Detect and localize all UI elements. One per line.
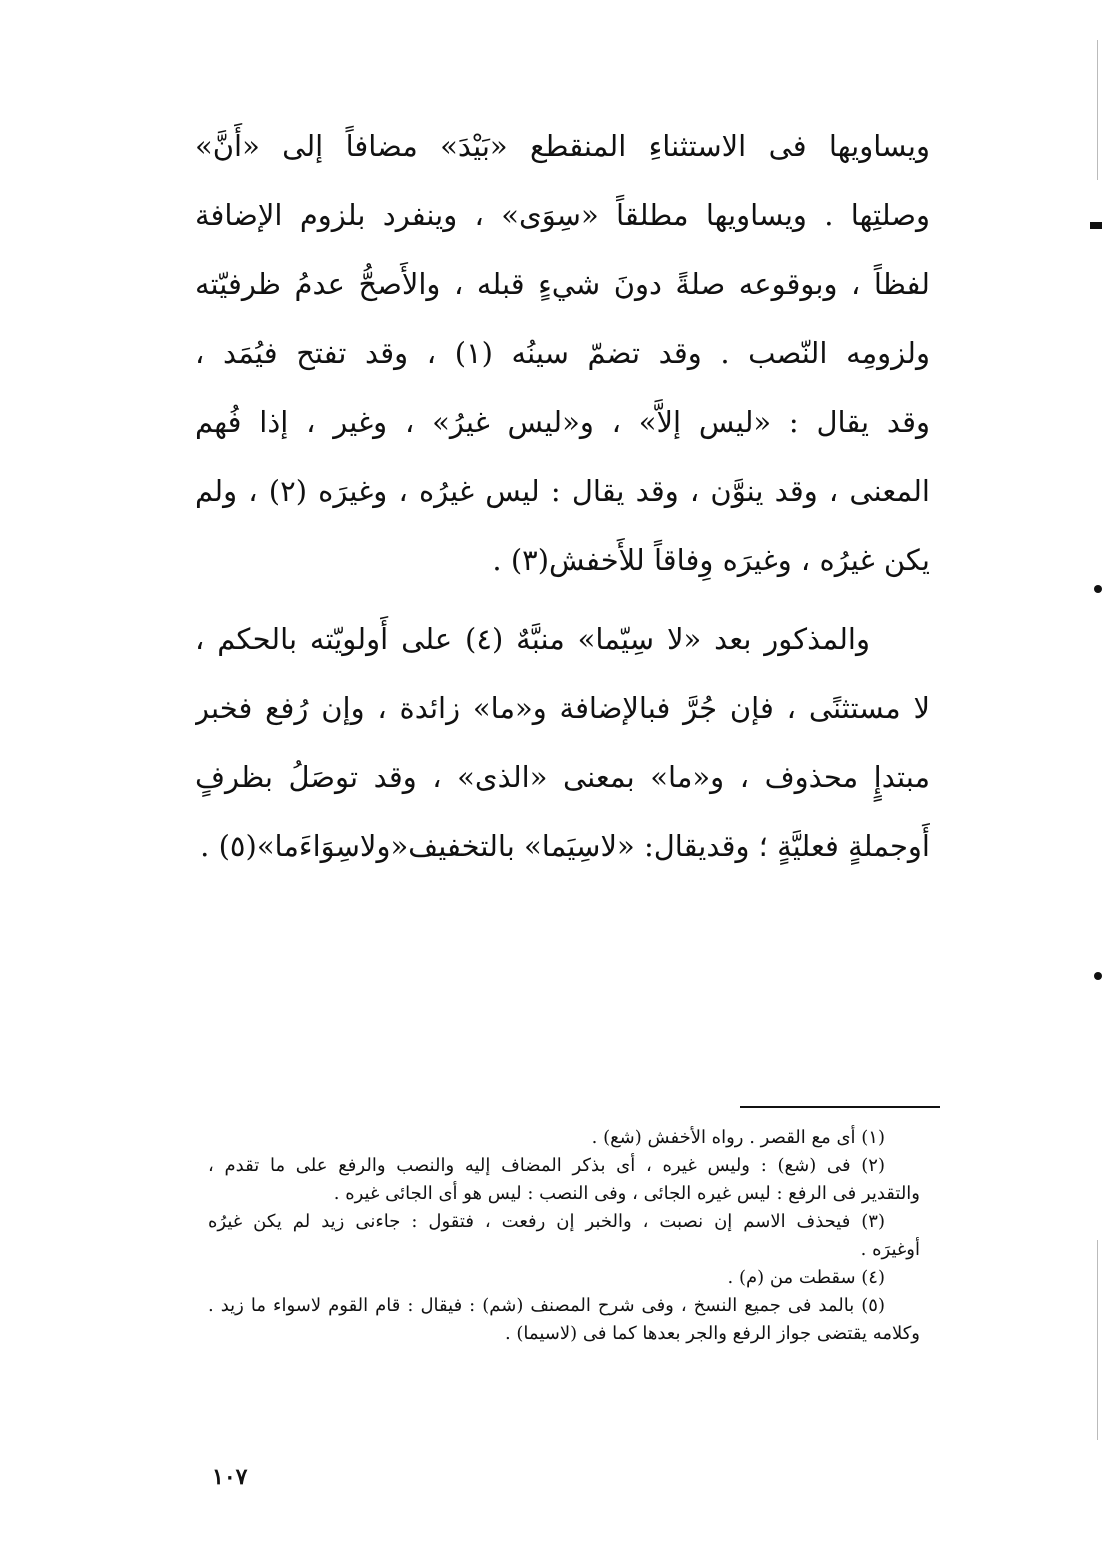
text-line: لا مستثنًى ، فإن جُرَّ فبالإضافة و«ما» زائدة ، وإن رُفع فخبر [195, 691, 930, 725]
footnote-line: (٣) فيحذف الاسم إن نصبت ، والخبر إن رفعت ، فتقول : جاءنى زيد لم يكن غيرُه [208, 1211, 885, 1232]
text-line: وقد يقال : «ليس إلاَّ» ، و«ليس غيرُ» ، وغير ، إذا فُهم [195, 405, 930, 439]
main-text [195, 118, 930, 887]
text-line: مبتدإٍ محذوف ، و«ما» بمعنى «الذى» ، وقد توصَلُ بظرفٍ [195, 760, 930, 794]
text-line: ولزومِه النّصب . وقد تضمّ سينُه (١) ، وقد تفتح فيُمَد ، [195, 336, 930, 370]
text-line: المعنى ، وقد ينوَّن ، وقد يقال : ليس غيرُه ، وغيرَه (٢) ، ولم [195, 474, 930, 508]
footnote-line: وكلامه يقتضى جواز الرفع والجر بعدها كما فى (لاسيما) . [504, 1323, 920, 1344]
text-line: والمذكور بعد «لا سِيّما» منبَّهٌ (٤) على أَولويّته بالحكم ، [195, 622, 870, 656]
page-number: ١٠٧ [212, 1464, 248, 1490]
footnote-line: (١) أى مع القصر . رواه الأخفش (شع) . [591, 1127, 885, 1148]
paragraph-gap [195, 601, 930, 611]
page-edge-line [1097, 40, 1098, 180]
footnote-line: (٢) فى (شع) : وليس غيره ، أى بذكر المضاف إليه والنصب والرفع على ما تقدم ، [208, 1155, 885, 1176]
footnote-line: (٥) بالمد فى جميع النسخ ، وفى شرح المصنف (شم) : فيقال : قام القوم لاسواء ما زيد . [208, 1295, 885, 1316]
page-edge-line [1097, 1240, 1098, 1440]
text-line: يكن غيرُه ، وغيرَه وِفاقاً للأَخفش(٣) . [492, 543, 930, 577]
footnotes [208, 1124, 920, 1348]
margin-mark [1094, 972, 1102, 980]
margin-mark [1094, 585, 1102, 593]
text-line: ويساويها فى الاستثناءِ المنقطع «بَيْدَ» مضافاً إلى «أَنَّ» [195, 129, 930, 163]
footnote-line: أوغيرَه . [860, 1239, 920, 1260]
margin-mark [1090, 222, 1102, 229]
text-line: لفظاً ، وبوقوعه صلةً دونَ شيءٍ قبله ، والأَصحُّ عدمُ ظرفيّته [195, 267, 930, 301]
footnote-line: (٤) سقطت من (م) . [727, 1267, 885, 1288]
footnote-separator [740, 1106, 940, 1108]
text-line: وصلتِها . ويساويها مطلقاً «سِوَى» ، وينفرد بلزوم الإضافة [195, 198, 930, 232]
footnote-line: والتقدير فى الرفع : ليس غيره الجائى ، وفى النصب : ليس هو أى الجائى غيره . [333, 1183, 920, 1204]
text-line: أَوجملةٍ فعليَّةٍ ؛ وقديقال: «لاسِيَما» بالتخفيف«ولاسِوَاءَما»(٥) . [200, 829, 930, 863]
